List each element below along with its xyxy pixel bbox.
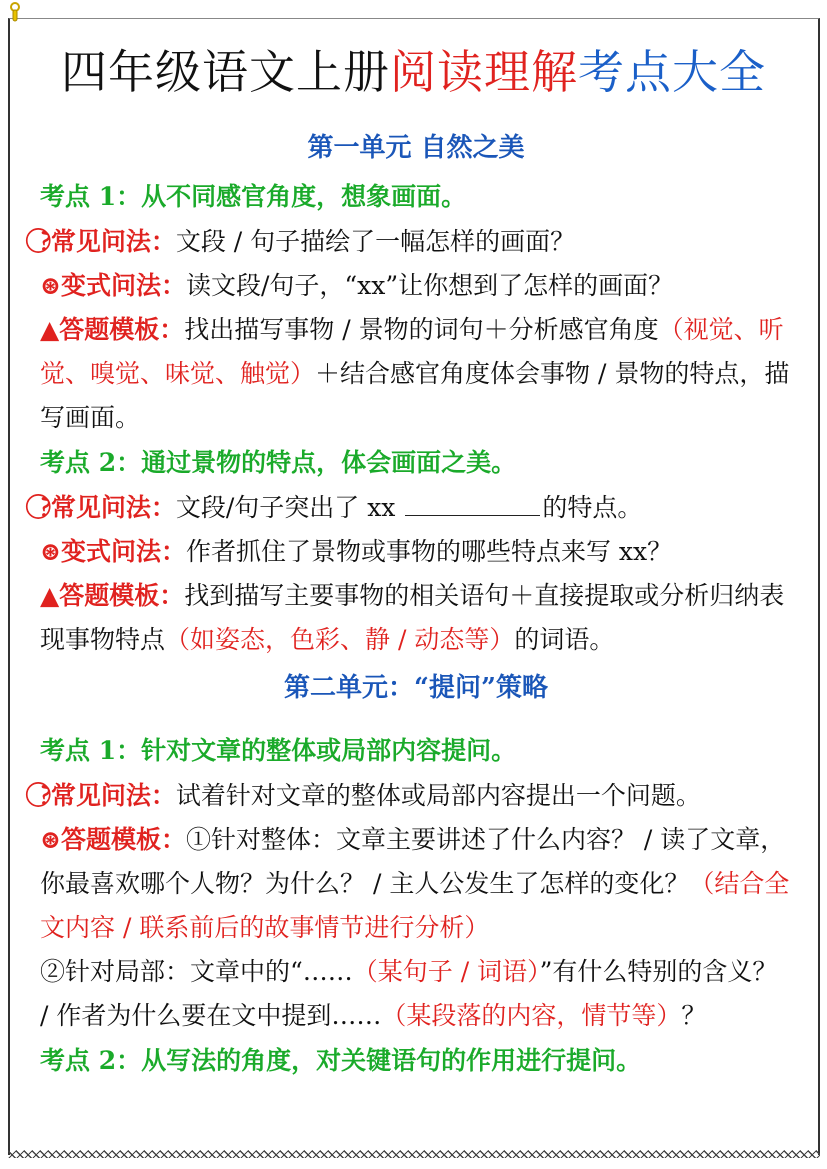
common-question: ?⃝常见问法：文段/句子突出了 xx 的特点。 [40, 493, 643, 522]
kaodian-title: 考点 2：通过景物的特点，体会画面之美。 [40, 448, 517, 477]
kaodian-title: 考点 1：针对文章的整体或局部内容提问。 [40, 736, 517, 765]
paperclip-icon [8, 2, 22, 24]
common-question: ?⃝常见问法：文段 / 句子描绘了一幅怎样的画面？ [40, 227, 576, 256]
answer-template: ⊛答题模板：①针对整体：文章主要讲述了什么内容？ / 读了文章，你最喜欢哪个人物？为什么？ / 主人公发生了怎样的变化？（结合全文内容 / 联系前后的故事情节进行分析） [40, 825, 790, 942]
unit-heading: 第一单元 自然之美 [307, 133, 525, 163]
circled-question-icon: ?⃝ [40, 493, 51, 522]
circled-asterisk-icon: ⊛ [40, 825, 61, 854]
content [40, 122, 792, 1084]
answer-template-part2: ②针对局部：文章中的“……（某句子 / 词语）”有什么特别的含义？ / 作者为什么要在文中提到……（某段落的内容，情节等）？ [40, 957, 778, 1030]
circled-question-icon: ?⃝ [40, 781, 51, 810]
torn-edge [8, 1150, 820, 1160]
common-question: ?⃝常见问法：试着针对文章的整体或局部内容提出一个问题。 [40, 781, 701, 810]
answer-template: ▲答题模板：找到描写主要事物的相关语句＋直接提取或分析归纳表现事物特点（如姿态，色彩、静 / 动态等）的词语。 [40, 581, 785, 654]
unit-heading: 第二单元：“提问”策略 [284, 673, 548, 703]
kaodian-title: 考点 2：从写法的角度，对关键语句的作用进行提问。 [40, 1046, 642, 1075]
circled-asterisk-icon: ⊛ [40, 271, 61, 300]
circled-asterisk-icon: ⊛ [40, 537, 61, 566]
triangle-icon: ▲ [40, 581, 60, 610]
fill-blank [405, 514, 540, 516]
answer-template: ▲答题模板：找出描写事物 / 景物的词句＋分析感官角度（视觉、听觉、嗅觉、味觉、触觉）＋结合感官角度体会事物 / 景物的特点，描写画面。 [40, 315, 790, 432]
triangle-icon: ▲ [40, 315, 60, 344]
page-title: 四年级语文上册阅读理解考点大全 [61, 45, 766, 99]
circled-question-icon: ?⃝ [40, 227, 51, 256]
kaodian-title: 考点 1：从不同感官角度，想象画面。 [40, 182, 467, 211]
variant-question: ⊛变式问法：作者抓住了景物或事物的哪些特点来写 xx？ [40, 537, 673, 566]
variant-question: ⊛变式问法：读文段/句子，“xx”让你想到了怎样的画面？ [40, 271, 674, 300]
